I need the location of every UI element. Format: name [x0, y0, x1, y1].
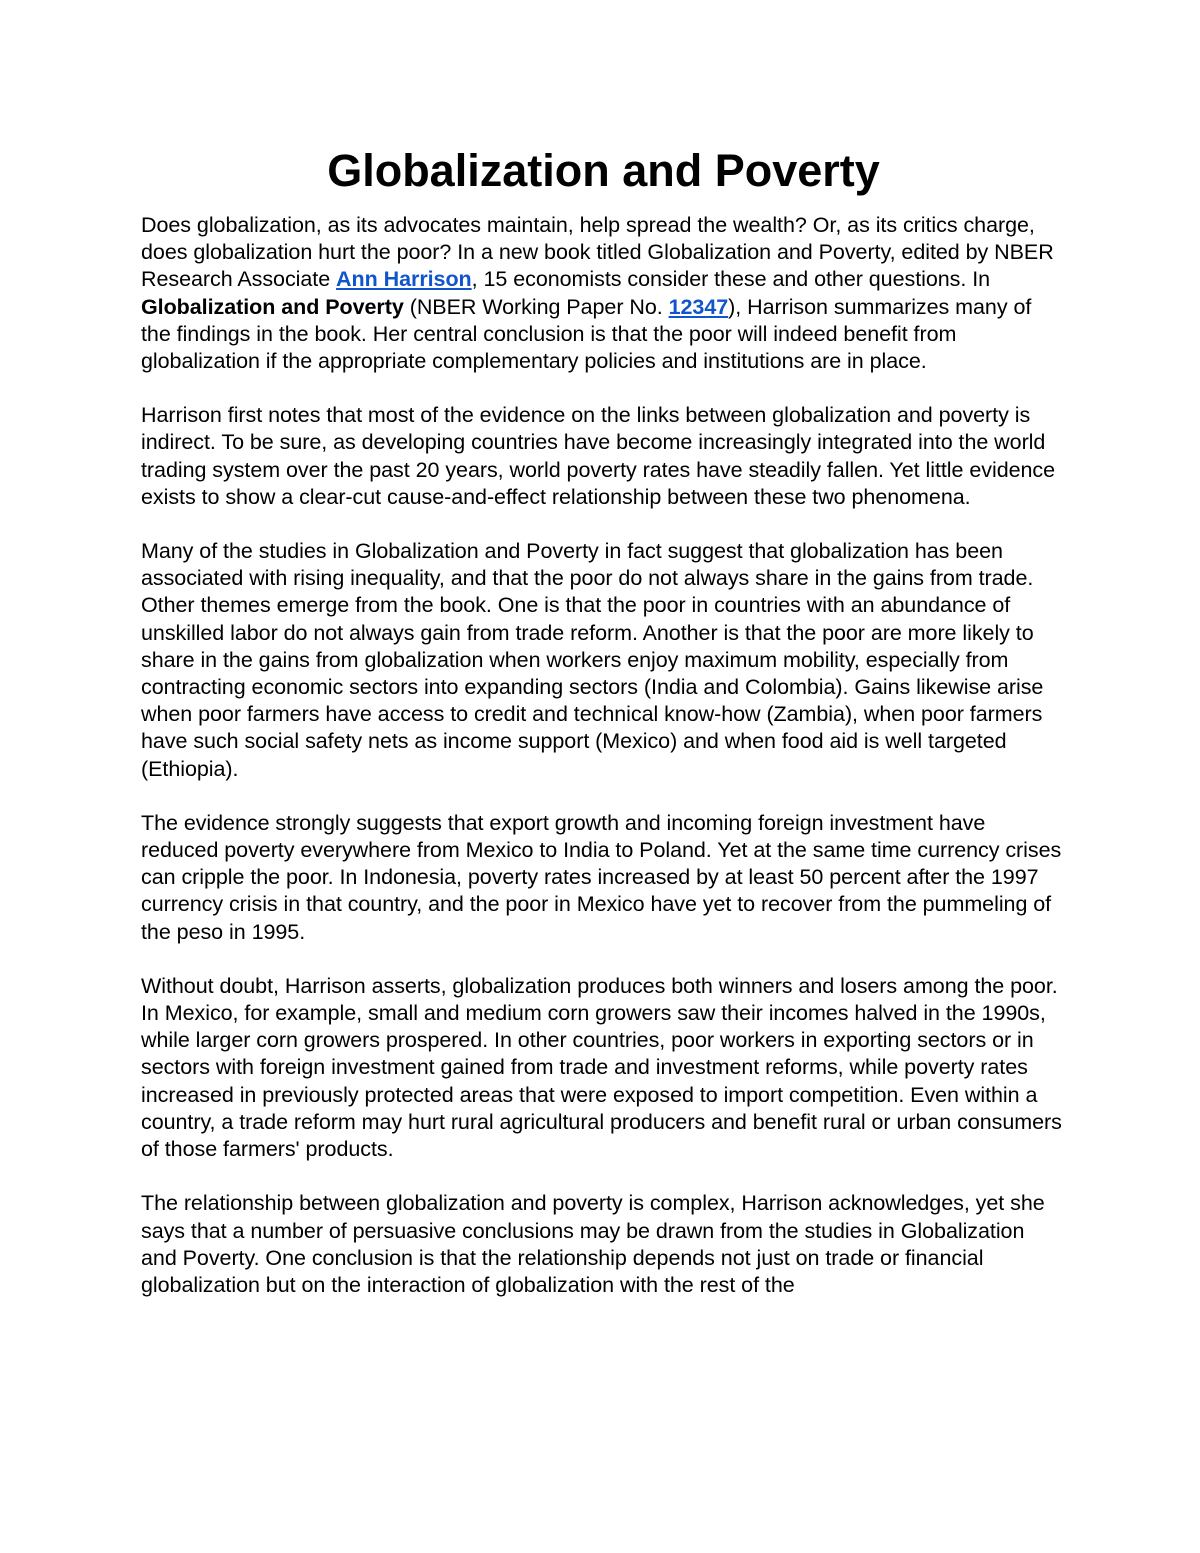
paragraph-6: The relationship between globalization and poverty is complex, Harrison acknowledges, yet she says that a number of persuasive conclusions may be drawn from the studies in Globalization and Poverty. One conclusion is that the relationship depends not just on trade or financial globalization but on the interaction of globalization with the rest of the — [141, 1191, 1045, 1297]
paragraph-2: Harrison first notes that most of the evidence on the links between globalization and poverty is indirect. To be sure, as developing countries have become increasingly integrated into the world trading system over the past 20 years, world poverty rates have steadily fallen. Yet little evidence exists to show a clear-cut cause-and-effect relationship between these two phenomena. — [141, 403, 1056, 509]
paragraph-1-text-d: ), Harrison summarizes many of the findings in the book. Her central conclusion is that the poor will indeed benefit from globalization if the appropriate complementary policies and institutions are in place. — [141, 294, 1032, 374]
paragraph-1 — [141, 212, 1066, 375]
paragraph-4: The evidence strongly suggests that export growth and incoming foreign investment have reduced poverty everywhere from Mexico to India to Poland. Yet at the same time currency crises can cripple the poor. In Indonesia, poverty rates increased by at least 50 percent after the 1997 currency crisis in that country, and the poor in Mexico have yet to recover from the pummeling of the peso in 1995. — [141, 810, 1062, 944]
working-paper-link[interactable]: 12347 — [668, 294, 729, 319]
paper-title-bold: Globalization and Poverty — [141, 294, 404, 319]
document-title: Globalization and Poverty — [327, 145, 880, 196]
document-body — [141, 140, 1066, 1326]
author-link[interactable]: Ann Harrison — [336, 267, 472, 292]
paragraph-1-text-a: Does globalization, as its advocates maintain, help spread the wealth? Or, as its critics charge, does globalization hurt the poor? In a new book titled Globalization and Poverty, edited by NBER Research Associate — [141, 213, 1054, 292]
paragraph-5: Without doubt, Harrison asserts, globalization produces both winners and losers among the poor. In Mexico, for example, small and medium corn growers saw their incomes halved in the 1990s, while larger corn growers prospered. In other countries, poor workers in exporting sectors or in sectors with foreign investment gained from trade and investment reforms, while poverty rates increased in previously protected areas that were exposed to import competition. Even within a country, a trade reform may hurt rural agricultural producers and benefit rural or urban consumers of those farmers' products. — [141, 973, 1062, 1162]
paragraph-3: Many of the studies in Globalization and Poverty in fact suggest that globalization has been associated with rising inequality, and that the poor do not always share in the gains from trade. Other themes emerge from the book. One is that the poor in countries with an abundance of unskilled labor do not always gain from trade reform. Another is that the poor are more likely to share in the gains from globalization when workers enjoy maximum mobility, especially from contracting economic sectors into expanding sectors (India and Colombia). Gains likewise arise when poor farmers have access to credit and technical know-how (Zambia), when poor farmers have such social safety nets as income support (Mexico) and when food aid is well targeted (Ethiopia). — [141, 539, 1044, 781]
paragraph-1-text-b: , 15 economists consider these and other questions. In — [471, 267, 991, 292]
paragraph-1-text-c: (NBER Working Paper No. — [403, 294, 669, 319]
